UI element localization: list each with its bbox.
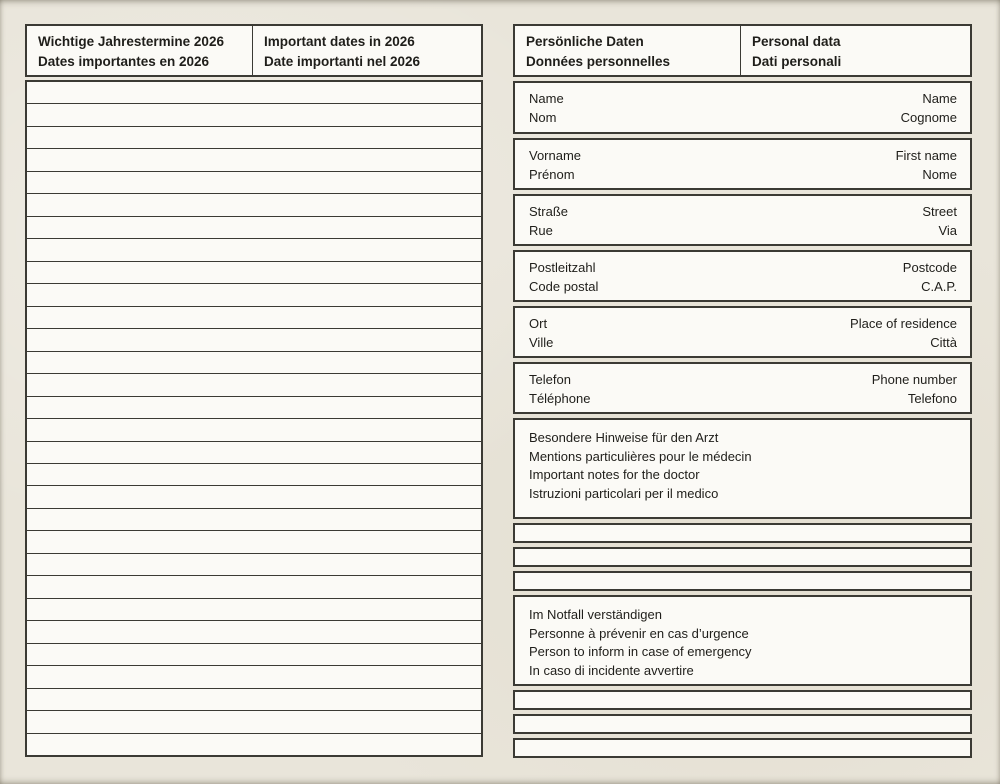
blank-writing-row <box>27 261 481 283</box>
blank-writing-row <box>27 216 481 238</box>
blank-writing-row <box>27 508 481 530</box>
header-line-de: Wichtige Jahrestermine 2026 <box>38 34 224 49</box>
label-de: Postleitzahl <box>529 260 596 275</box>
blank-writing-row <box>27 710 481 732</box>
blank-writing-row <box>513 523 972 543</box>
doctor-notes-en: Important notes for the doctor <box>529 467 700 483</box>
label-de: Straße <box>529 204 569 219</box>
blank-writing-row <box>27 171 481 193</box>
blank-writing-row <box>27 598 481 620</box>
blank-writing-row <box>27 463 481 485</box>
header-line-fr: Dates importantes en 2026 <box>38 53 210 69</box>
blank-writing-row <box>27 530 481 552</box>
blank-writing-row <box>27 575 481 597</box>
blank-writing-row <box>513 738 972 758</box>
label-de: Ort <box>529 316 548 331</box>
blank-writing-row <box>513 571 972 591</box>
blank-writing-row <box>27 126 481 148</box>
label-fr: Prénom <box>529 167 575 182</box>
field-name-label-de-fr <box>529 89 564 127</box>
label-it: Cognome <box>900 110 957 125</box>
label-de: Name <box>529 91 564 106</box>
important-dates-header <box>25 24 483 77</box>
field-place-label-de-fr <box>529 314 553 352</box>
label-de: Telefon <box>529 372 571 387</box>
label-de: Vorname <box>529 148 582 163</box>
field-place <box>513 306 972 358</box>
blank-writing-row <box>27 82 481 103</box>
label-en: First name <box>895 148 957 163</box>
blank-writing-row <box>27 396 481 418</box>
doctor-notes-writing-rows <box>513 523 972 591</box>
field-name-label-en-it <box>901 89 957 127</box>
label-en: Street <box>922 204 957 219</box>
emergency-writing-rows <box>513 690 972 758</box>
doctor-notes-de: Besondere Hinweise für den Arzt <box>529 430 719 445</box>
field-phone-label-de-fr <box>529 370 590 408</box>
label-en: Phone number <box>871 372 957 387</box>
field-place-label-en-it <box>850 314 957 352</box>
blank-writing-row <box>513 714 972 734</box>
blank-writing-row <box>27 665 481 687</box>
blank-writing-row <box>27 238 481 260</box>
label-fr: Rue <box>529 223 553 238</box>
page-personal-data <box>513 24 972 758</box>
emergency-en: Person to inform in case of emergency <box>529 644 752 660</box>
label-it: C.A.P. <box>921 279 957 294</box>
field-street <box>513 194 972 246</box>
label-en: Place of residence <box>850 316 957 331</box>
blank-writing-row <box>27 485 481 507</box>
emergency-contact-box <box>513 595 972 686</box>
label-fr: Code postal <box>529 279 599 294</box>
header-line-en: Personal data <box>752 34 841 49</box>
field-first-name-label-de-fr <box>529 146 581 184</box>
page-important-dates <box>25 24 483 757</box>
label-it: Telefono <box>907 391 957 406</box>
label-fr: Ville <box>529 335 554 350</box>
field-postcode-label-de-fr <box>529 258 598 296</box>
blank-writing-row <box>27 328 481 350</box>
blank-writing-row <box>27 418 481 440</box>
label-fr: Nom <box>529 110 557 125</box>
doctor-notes-it: Istruzioni particolari per il medico <box>529 485 719 501</box>
header-line-it: Dati personali <box>752 53 842 69</box>
header-line-de: Persönliche Daten <box>526 34 644 49</box>
field-phone-label-en-it <box>872 370 957 408</box>
label-it: Via <box>938 223 957 238</box>
personal-data-header-de-fr <box>515 26 741 75</box>
blank-writing-row <box>27 643 481 665</box>
personal-data-header <box>513 24 972 77</box>
important-dates-header-en-it <box>253 26 481 75</box>
label-en: Postcode <box>902 260 957 275</box>
field-postcode <box>513 250 972 302</box>
field-street-label-en-it <box>922 202 957 240</box>
header-line-fr: Données personnelles <box>526 53 671 69</box>
blank-writing-row <box>27 441 481 463</box>
blank-writing-row <box>27 620 481 642</box>
blank-writing-row <box>27 103 481 125</box>
header-line-it: Date importanti nel 2026 <box>264 53 421 69</box>
personal-data-header-en-it <box>741 26 970 75</box>
blank-writing-row <box>27 148 481 170</box>
blank-writing-row <box>513 547 972 567</box>
field-phone <box>513 362 972 414</box>
doctor-notes-box <box>513 418 972 519</box>
label-it: Città <box>930 335 957 350</box>
important-dates-header-de-fr <box>27 26 253 75</box>
emergency-it: In caso di incidente avvertire <box>529 662 694 678</box>
blank-writing-row <box>27 733 481 755</box>
blank-writing-row <box>27 351 481 373</box>
important-dates-ruled-rows <box>25 80 483 757</box>
field-first-name-label-en-it <box>896 146 957 184</box>
blank-writing-row <box>27 306 481 328</box>
label-it: Nome <box>922 167 957 182</box>
blank-writing-row <box>27 553 481 575</box>
label-en: Name <box>922 91 957 106</box>
blank-writing-row <box>27 373 481 395</box>
blank-writing-row <box>27 688 481 710</box>
label-fr: Téléphone <box>529 391 591 406</box>
field-first-name <box>513 138 972 190</box>
emergency-fr: Personne à prévenir en cas d’urgence <box>529 625 749 641</box>
field-street-label-de-fr <box>529 202 568 240</box>
field-postcode-label-en-it <box>903 258 957 296</box>
blank-writing-row <box>513 690 972 710</box>
emergency-de: Im Notfall verständigen <box>529 607 662 622</box>
field-name <box>513 81 972 134</box>
doctor-notes-fr: Mentions particulières pour le médecin <box>529 448 752 464</box>
blank-writing-row <box>27 193 481 215</box>
blank-writing-row <box>27 283 481 305</box>
header-line-en: Important dates in 2026 <box>264 34 415 49</box>
